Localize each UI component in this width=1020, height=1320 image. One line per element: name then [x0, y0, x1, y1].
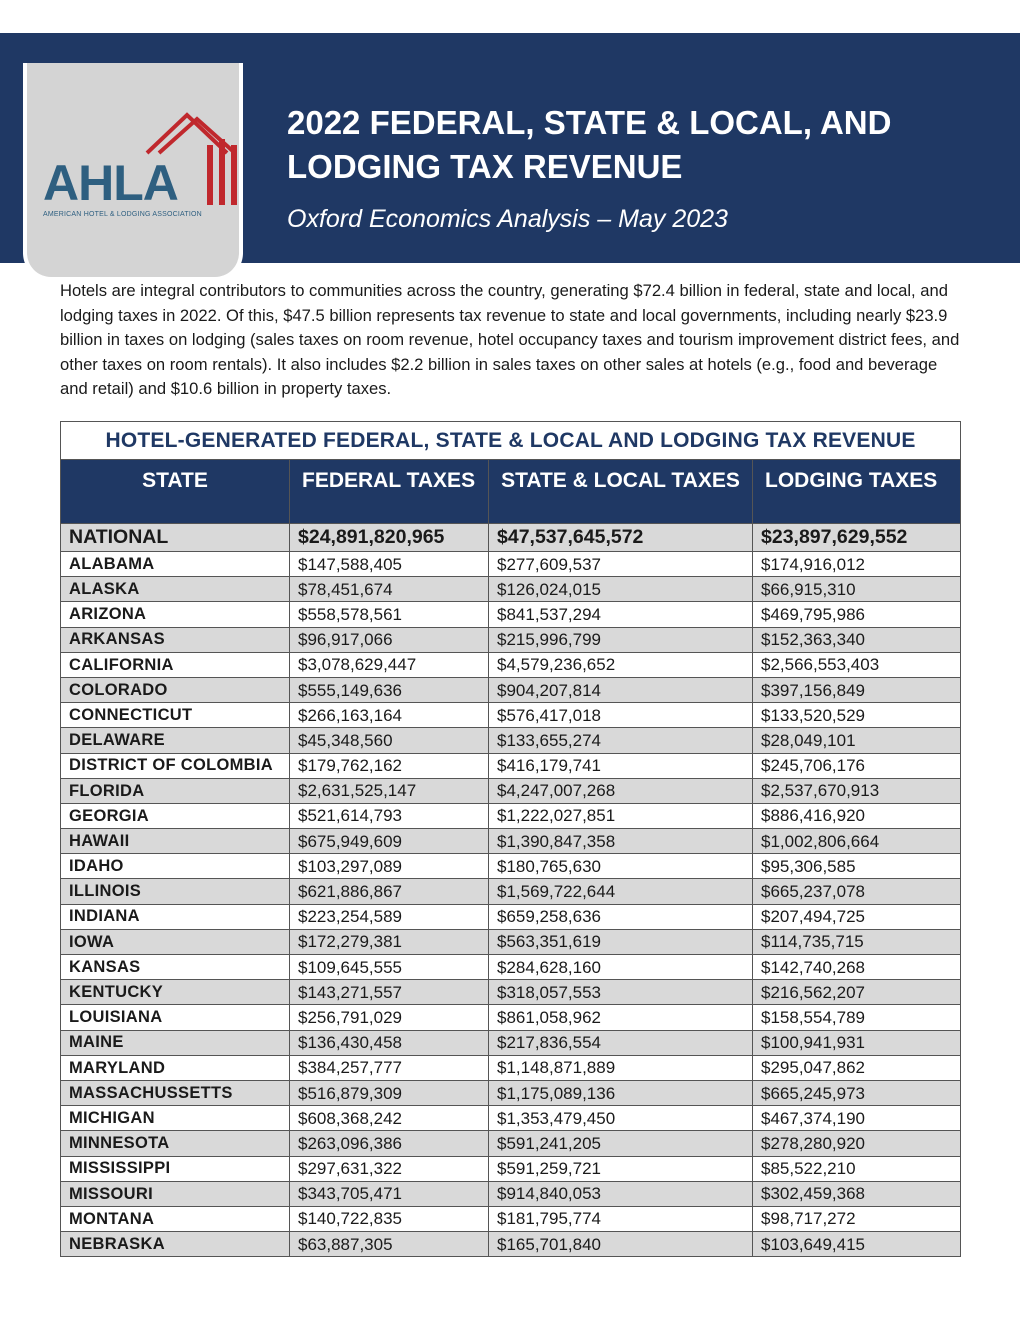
state-name: IOWA — [61, 929, 290, 954]
lodging-taxes: $278,280,920 — [753, 1131, 961, 1156]
state-local-taxes: $318,057,553 — [489, 980, 753, 1005]
federal-taxes: $136,430,458 — [290, 1030, 489, 1055]
column-header-federal: FEDERAL TAXES — [290, 460, 489, 524]
national-lodging: $23,897,629,552 — [753, 524, 961, 552]
lodging-taxes: $95,306,585 — [753, 854, 961, 879]
federal-taxes: $78,451,674 — [290, 577, 489, 602]
lodging-taxes: $665,245,973 — [753, 1080, 961, 1105]
table-row — [61, 1030, 961, 1055]
page-title — [287, 101, 987, 189]
lodging-taxes: $152,363,340 — [753, 627, 961, 652]
logo-tagline: AMERICAN HOTEL & LODGING ASSOCIATION — [43, 211, 202, 218]
table-row — [61, 728, 961, 753]
state-name: IDAHO — [61, 854, 290, 879]
federal-taxes: $266,163,164 — [290, 703, 489, 728]
state-name: GEORGIA — [61, 803, 290, 828]
state-name: INDIANA — [61, 904, 290, 929]
table-row — [61, 1156, 961, 1181]
federal-taxes: $384,257,777 — [290, 1055, 489, 1080]
state-local-taxes: $416,179,741 — [489, 753, 753, 778]
national-federal: $24,891,820,965 — [290, 524, 489, 552]
table-row — [61, 829, 961, 854]
federal-taxes: $63,887,305 — [290, 1232, 489, 1257]
table-row — [61, 703, 961, 728]
state-name: DISTRICT OF COLOMBIA — [61, 753, 290, 778]
lodging-taxes: $66,915,310 — [753, 577, 961, 602]
state-name: MISSISSIPPI — [61, 1156, 290, 1181]
table-row — [61, 677, 961, 702]
lodging-taxes: $302,459,368 — [753, 1181, 961, 1206]
state-local-taxes: $284,628,160 — [489, 955, 753, 980]
state-name: ARKANSAS — [61, 627, 290, 652]
state-name: FLORIDA — [61, 778, 290, 803]
lodging-taxes: $142,740,268 — [753, 955, 961, 980]
federal-taxes: $256,791,029 — [290, 1005, 489, 1030]
state-name: MARYLAND — [61, 1055, 290, 1080]
state-local-taxes: $576,417,018 — [489, 703, 753, 728]
lodging-taxes: $397,156,849 — [753, 677, 961, 702]
lodging-taxes: $207,494,725 — [753, 904, 961, 929]
table-row — [61, 980, 961, 1005]
federal-taxes: $621,886,867 — [290, 879, 489, 904]
page-subtitle: Oxford Economics Analysis – May 2023 — [287, 205, 728, 233]
state-name: COLORADO — [61, 677, 290, 702]
logo-wordmark: AHLA — [43, 155, 178, 211]
state-name: KENTUCKY — [61, 980, 290, 1005]
lodging-taxes: $85,522,210 — [753, 1156, 961, 1181]
table-row — [61, 1181, 961, 1206]
title-line-1: 2022 FEDERAL, STATE & LOCAL, AND — [287, 104, 892, 141]
state-local-taxes: $4,579,236,652 — [489, 652, 753, 677]
state-name: ILLINOIS — [61, 879, 290, 904]
lodging-taxes: $467,374,190 — [753, 1106, 961, 1131]
table-row — [61, 854, 961, 879]
state-name: MONTANA — [61, 1206, 290, 1231]
state-name: MISSOURI — [61, 1181, 290, 1206]
intro-paragraph: Hotels are integral contributors to communities across the country, generating $72.4 billion in federal, state and local, and lodging taxes in 2022. Of this, $47.5 billion represents tax revenue to state and local governments, including nearly $23.9 billion in taxes on lodging (sales taxes on room revenue, hotel occupancy taxes and tourism improvement district fees, and other taxes on room rentals). It also includes $2.2 billion in sales taxes on other sales at hotels (e.g., food and beverage and retail) and $10.6 billion in property taxes. — [60, 281, 960, 398]
column-header-lodging: LODGING TAXES — [753, 460, 961, 524]
state-local-taxes: $1,390,847,358 — [489, 829, 753, 854]
table-row — [61, 753, 961, 778]
lodging-taxes: $2,537,670,913 — [753, 778, 961, 803]
federal-taxes: $675,949,609 — [290, 829, 489, 854]
state-local-taxes: $591,259,721 — [489, 1156, 753, 1181]
state-local-taxes: $591,241,205 — [489, 1131, 753, 1156]
table-row — [61, 1080, 961, 1105]
federal-taxes: $516,879,309 — [290, 1080, 489, 1105]
state-name: NEBRASKA — [61, 1232, 290, 1257]
federal-taxes: $140,722,835 — [290, 1206, 489, 1231]
national-label: NATIONAL — [61, 524, 290, 552]
state-local-taxes: $133,655,274 — [489, 728, 753, 753]
lodging-taxes: $665,237,078 — [753, 879, 961, 904]
federal-taxes: $263,096,386 — [290, 1131, 489, 1156]
state-name: DELAWARE — [61, 728, 290, 753]
table-row — [61, 1206, 961, 1231]
state-name: CONNECTICUT — [61, 703, 290, 728]
state-local-taxes: $4,247,007,268 — [489, 778, 753, 803]
table-row — [61, 1005, 961, 1030]
state-name: LOUISIANA — [61, 1005, 290, 1030]
national-total-row — [61, 524, 961, 552]
federal-taxes: $143,271,557 — [290, 980, 489, 1005]
state-local-taxes: $217,836,554 — [489, 1030, 753, 1055]
federal-taxes: $172,279,381 — [290, 929, 489, 954]
federal-taxes: $558,578,561 — [290, 602, 489, 627]
federal-taxes: $3,078,629,447 — [290, 652, 489, 677]
table-row — [61, 1106, 961, 1131]
table-row — [61, 904, 961, 929]
state-name: MASSACHUSSETTS — [61, 1080, 290, 1105]
lodging-taxes: $98,717,272 — [753, 1206, 961, 1231]
federal-taxes: $179,762,162 — [290, 753, 489, 778]
federal-taxes: $521,614,793 — [290, 803, 489, 828]
federal-taxes: $343,705,471 — [290, 1181, 489, 1206]
tax-revenue-table — [60, 421, 961, 1257]
lodging-taxes: $28,049,101 — [753, 728, 961, 753]
logo-card — [23, 63, 243, 281]
table-row — [61, 879, 961, 904]
state-local-taxes: $1,569,722,644 — [489, 879, 753, 904]
state-rows — [61, 552, 961, 1257]
table-row — [61, 1055, 961, 1080]
state-local-taxes: $841,537,294 — [489, 602, 753, 627]
lodging-taxes: $103,649,415 — [753, 1232, 961, 1257]
column-header-state-local: STATE & LOCAL TAXES — [489, 460, 753, 524]
state-name: ARIZONA — [61, 602, 290, 627]
state-name: ALASKA — [61, 577, 290, 602]
state-local-taxes: $181,795,774 — [489, 1206, 753, 1231]
state-local-taxes: $563,351,619 — [489, 929, 753, 954]
header-banner — [0, 33, 1020, 263]
state-local-taxes: $215,996,799 — [489, 627, 753, 652]
lodging-taxes: $174,916,012 — [753, 552, 961, 577]
table-row — [61, 627, 961, 652]
state-name: MICHIGAN — [61, 1106, 290, 1131]
table-row — [61, 955, 961, 980]
state-name: MAINE — [61, 1030, 290, 1055]
state-local-taxes: $1,175,089,136 — [489, 1080, 753, 1105]
table-row — [61, 552, 961, 577]
state-local-taxes: $126,024,015 — [489, 577, 753, 602]
lodging-taxes: $158,554,789 — [753, 1005, 961, 1030]
state-local-taxes: $277,609,537 — [489, 552, 753, 577]
federal-taxes: $103,297,089 — [290, 854, 489, 879]
lodging-taxes: $469,795,986 — [753, 602, 961, 627]
table-row — [61, 778, 961, 803]
lodging-taxes: $245,706,176 — [753, 753, 961, 778]
federal-taxes: $45,348,560 — [290, 728, 489, 753]
state-local-taxes: $1,148,871,889 — [489, 1055, 753, 1080]
lodging-taxes: $886,416,920 — [753, 803, 961, 828]
state-name: MINNESOTA — [61, 1131, 290, 1156]
state-local-taxes: $914,840,053 — [489, 1181, 753, 1206]
title-line-2: LODGING TAX REVENUE — [287, 148, 683, 185]
column-header-state: STATE — [61, 460, 290, 524]
state-local-taxes: $1,222,027,851 — [489, 803, 753, 828]
state-name: HAWAII — [61, 829, 290, 854]
lodging-taxes: $295,047,862 — [753, 1055, 961, 1080]
state-local-taxes: $904,207,814 — [489, 677, 753, 702]
table-row — [61, 1232, 961, 1257]
federal-taxes: $2,631,525,147 — [290, 778, 489, 803]
national-state-local: $47,537,645,572 — [489, 524, 753, 552]
lodging-taxes: $114,735,715 — [753, 929, 961, 954]
lodging-taxes: $2,566,553,403 — [753, 652, 961, 677]
table-header-row — [61, 460, 961, 524]
table-row — [61, 1131, 961, 1156]
state-local-taxes: $659,258,636 — [489, 904, 753, 929]
federal-taxes: $297,631,322 — [290, 1156, 489, 1181]
lodging-taxes: $216,562,207 — [753, 980, 961, 1005]
federal-taxes: $555,149,636 — [290, 677, 489, 702]
federal-taxes: $109,645,555 — [290, 955, 489, 980]
table-row — [61, 929, 961, 954]
state-name: CALIFORNIA — [61, 652, 290, 677]
state-local-taxes: $180,765,630 — [489, 854, 753, 879]
state-local-taxes: $861,058,962 — [489, 1005, 753, 1030]
state-local-taxes: $1,353,479,450 — [489, 1106, 753, 1131]
table-row — [61, 577, 961, 602]
lodging-taxes: $133,520,529 — [753, 703, 961, 728]
table-row — [61, 652, 961, 677]
federal-taxes: $96,917,066 — [290, 627, 489, 652]
state-name: KANSAS — [61, 955, 290, 980]
federal-taxes: $223,254,589 — [290, 904, 489, 929]
table-row — [61, 602, 961, 627]
state-name: ALABAMA — [61, 552, 290, 577]
lodging-taxes: $1,002,806,664 — [753, 829, 961, 854]
state-local-taxes: $165,701,840 — [489, 1232, 753, 1257]
table-row — [61, 803, 961, 828]
lodging-taxes: $100,941,931 — [753, 1030, 961, 1055]
federal-taxes: $147,588,405 — [290, 552, 489, 577]
table-caption: HOTEL-GENERATED FEDERAL, STATE & LOCAL AND LODGING TAX REVENUE — [61, 422, 961, 460]
federal-taxes: $608,368,242 — [290, 1106, 489, 1131]
